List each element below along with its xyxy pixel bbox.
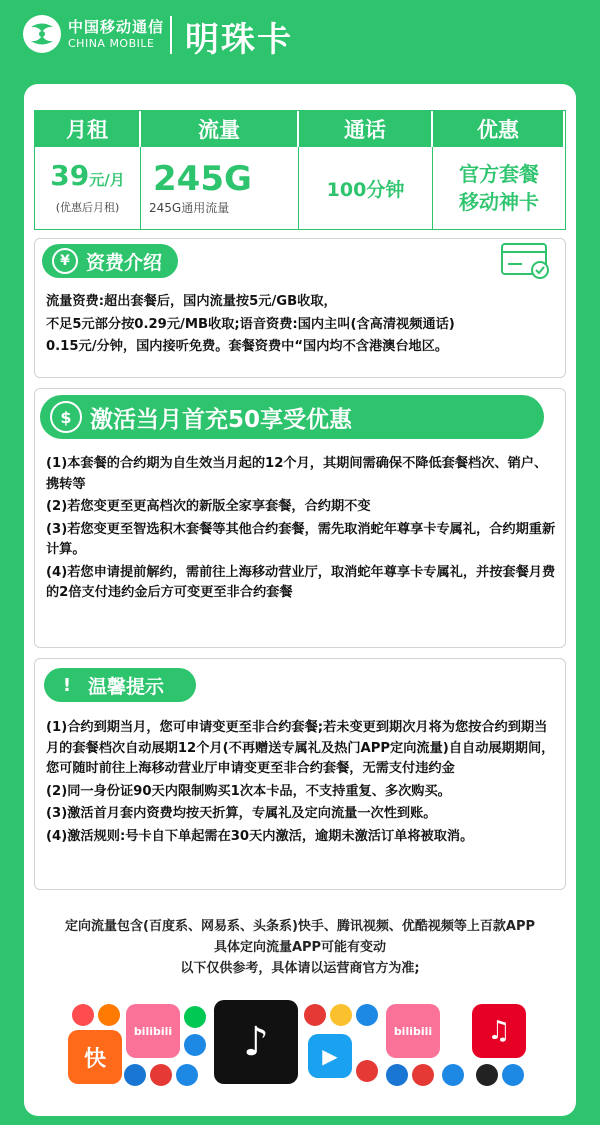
app-icon-label: ♪ (243, 1019, 269, 1065)
app-mini-icon (442, 1064, 464, 1086)
netease-music-app-icon (472, 1004, 526, 1058)
activation-section-title (40, 395, 544, 439)
fee-text (46, 292, 558, 360)
voice-value: 100分钟 (326, 178, 405, 201)
app-mini-icon (72, 1004, 94, 1026)
footer-line: 以下仅供参考，具体请以运营商官方为准; (180, 961, 420, 976)
header (0, 0, 600, 80)
app-mini-icon (356, 1060, 378, 1082)
footer-line: 具体定向流量APP可能有变动 (213, 940, 387, 955)
header-data: 流量 (141, 111, 299, 147)
list-item: (3)激活首月套内资费均按天折算，专属礼及定向流量一次性到账。 (46, 806, 437, 821)
app-mini-icon (124, 1064, 146, 1086)
footer-notes (30, 916, 570, 979)
price-note: (优惠后月租) (55, 201, 120, 214)
app-mini-icon (356, 1004, 378, 1026)
list-item: (2)同一身份证90天内限制购买1次本卡品，不支持重复、多次购买。 (46, 783, 451, 799)
bilibili-app-icon (126, 1004, 180, 1058)
coin-icon: $ (50, 401, 82, 433)
app-icon-label: bilibili (133, 1024, 173, 1038)
brand-name-en: CHINA MOBILE (68, 37, 155, 50)
list-item: (4)若您申请提前解约，需前往上海移动营业厅，取消蛇年尊享卡专属礼，并按套餐月费的2倍支付违约金后方可变更至非合约套餐 (46, 564, 556, 600)
price-value: 39 (50, 159, 90, 192)
tencent-video-app-icon (308, 1034, 352, 1078)
app-icon-label: ♫ (487, 1016, 511, 1046)
app-mini-icon (412, 1064, 434, 1086)
douyin-app-icon (214, 1000, 298, 1084)
app-mini-icon (176, 1064, 198, 1086)
tips-section-title (44, 668, 196, 702)
header-monthly-fee: 月租 (35, 111, 141, 147)
price-unit: 元/月 (89, 171, 125, 189)
perk-1: 官方套餐 (459, 162, 539, 186)
fee-line: 0.15元/分钟，国内接听免费。套餐资费中“国内均不含港澳台地区。 (46, 339, 449, 354)
header-voice: 通话 (299, 111, 433, 147)
yuan-icon: ¥ (52, 248, 78, 274)
warning-icon: ! (62, 674, 72, 696)
list-item: (1)合约到期当月，您可申请变更至非合约套餐;若未变更到期次月将为您按合约到期当月的套餐档次自动展期12个月(不再赠送专属礼及热门APP定向流量)自自动展期期间，您可随时前往上海移动营业厅申请变更至非合约套餐，无需支付违约金 (46, 720, 555, 776)
app-mini-icon (150, 1064, 172, 1086)
price (50, 161, 124, 195)
list-item: (4)激活规则:号卡自下单起需在30天内激活，逾期未激活订单将被取消。 (46, 828, 474, 844)
list-item: (2)若您变更至更高档次的新版全家享套餐，合约期不变 (46, 499, 371, 514)
brand-name-cn: 中国移动通信 (68, 18, 165, 36)
header-perks: 优惠 (433, 111, 565, 147)
bilibili-app-icon (386, 1004, 440, 1058)
cell-data (141, 147, 299, 229)
app-icon-label: bilibili (393, 1024, 433, 1038)
list-item: (3)若您变更至智选积木套餐等其他合约套餐，需先取消蛇年尊享卡专属礼，合约期重新计算。 (46, 521, 556, 557)
fee-section-label: 资费介绍 (86, 251, 163, 274)
footer-line: 定向流量包含(百度系、网易系、头条系)快手、腾讯视频、优酷视频等上百款APP (65, 919, 535, 934)
app-icon-label: 快 (83, 1046, 106, 1072)
app-mini-icon (184, 1034, 206, 1056)
china-mobile-logo-icon (22, 14, 62, 54)
plan-table (34, 110, 566, 230)
perk-2: 移动神卡 (459, 190, 539, 214)
data-note: 245G通用流量 (149, 200, 230, 215)
app-mini-icon (98, 1004, 120, 1026)
fee-line: 流量资费:超出套餐后，国内流量按5元/GB收取， (46, 294, 337, 309)
list-item: (1)本套餐的合约期为自生效当月起的12个月，其期间需确保不降低套餐档次、销户、携转等 (46, 456, 548, 492)
kuaishou-app-icon (68, 1030, 122, 1084)
tips-text (46, 718, 558, 849)
data-value: 245G (153, 158, 252, 199)
header-divider (170, 16, 172, 54)
product-title: 明珠卡 (185, 20, 293, 60)
app-mini-icon (502, 1064, 524, 1086)
app-mini-icon (184, 1006, 206, 1028)
cell-monthly-fee (35, 147, 141, 229)
activation-text (46, 454, 558, 606)
cell-perks (433, 147, 565, 229)
app-mini-icon (386, 1064, 408, 1086)
bill-check-icon (500, 242, 552, 280)
activation-section-label: 激活当月首充50享受优惠 (90, 406, 353, 433)
app-icon-grid (62, 1000, 552, 1090)
cell-voice (299, 147, 433, 229)
app-mini-icon (476, 1064, 498, 1086)
app-mini-icon (304, 1004, 326, 1026)
fee-line: 不足5元部分按0.29元/MB收取;语音资费:国内主叫(含高清视频通话) (46, 316, 455, 332)
fee-section-title (42, 244, 178, 278)
app-icon-label: ▶ (322, 1044, 338, 1068)
app-mini-icon (330, 1004, 352, 1026)
tips-section-label: 温馨提示 (88, 675, 165, 698)
